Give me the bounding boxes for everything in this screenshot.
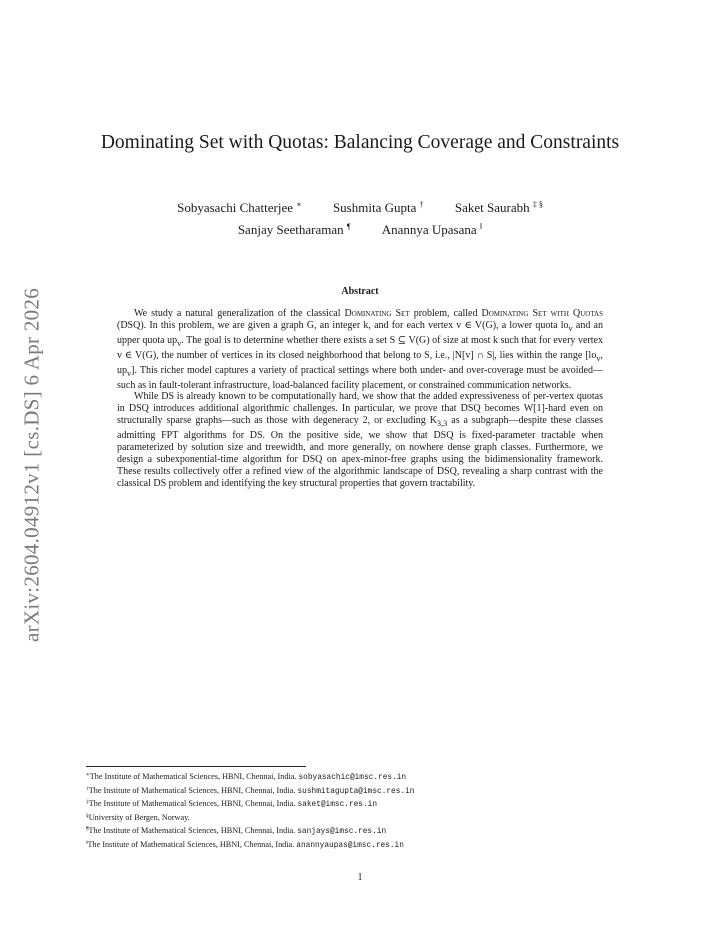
footnote-mark: ∗: [86, 772, 90, 778]
email: sanjays@imsc.res.in: [297, 828, 387, 837]
author-mark: ¶: [346, 222, 351, 231]
email: sobyasachic@imsc.res.in: [298, 774, 407, 782]
affiliation: The Institute of Mathematical Sciences, HBNI, Chennai, India.: [87, 839, 297, 849]
text-run: While DS is already known to be computationally hard, we show that the added expressiveness of per-vertex quotas in DSQ introduces additional algorithmic challenges. In particular, we prove that DSQ becomes W[1]-hard even on structurally sparse graphs—such as those with degeneracy 2, or excluding K: [117, 391, 603, 427]
author-mark: ∗: [296, 200, 302, 209]
author-name: Sushmita Gupta: [332, 200, 417, 215]
arxiv-sidebar-stamp: [10, 262, 54, 668]
abstract-paragraph-2: [117, 391, 603, 489]
affiliation: University of Bergen, Norway.: [88, 812, 190, 822]
text-run: (DSQ). In this problem, we are given a graph G, an integer k, and for each vertex v ∈ V(G), a lower quota lo: [117, 319, 569, 331]
author-name: Saket Saurabh: [454, 200, 530, 215]
author-row-2: [80, 222, 640, 238]
text-run: . The goal is to determine whether there exists a set S ⊆ V(G) of size at most k such that for every vertex v ∈ V(G), the number of vertices in its closed neighborhood that belong to S, i.e., |N[v] ∩ S|, lies within the range [lo: [117, 334, 603, 361]
paper-title: Dominating Set with Quotas: Balancing Coverage and Constraints: [100, 132, 620, 153]
subscript: 3,3: [436, 419, 448, 429]
text-run: problem, called: [409, 308, 482, 319]
affiliation: The Institute of Mathematical Sciences, HBNI, Chennai, India.: [88, 826, 298, 836]
footnote: [86, 798, 646, 812]
author: [177, 200, 302, 216]
footnote-mark: ‡: [86, 799, 89, 806]
footnote-mark: §: [86, 812, 89, 819]
text-run: We study a natural generalization of the classical: [134, 308, 345, 319]
author-name: Sanjay Seetharaman: [237, 222, 344, 237]
problem-name: Dominating Set: [344, 308, 410, 319]
footnote: [86, 771, 646, 785]
author: [238, 222, 351, 238]
abstract-heading: Abstract: [341, 286, 379, 297]
footnote-mark: ‖: [86, 839, 88, 846]
problem-name: Dominating Set with Quotas: [481, 308, 603, 319]
affiliation: The Institute of Mathematical Sciences, HBNI, Chennai, India.: [88, 785, 298, 795]
author-mark: ‖: [479, 222, 483, 231]
footnote-mark: †: [86, 785, 89, 792]
page-number: 1: [357, 872, 363, 883]
author-name: Anannya Upasana: [381, 222, 477, 237]
abstract-body: [117, 308, 603, 490]
author-mark: ‡ §: [532, 200, 543, 209]
author: [382, 222, 482, 238]
footnote: [86, 825, 646, 839]
author-name: Sobyasachi Chatterjee: [177, 200, 294, 215]
footnote: [86, 839, 646, 853]
text-run: as a subgraph—despite these classes admitting FPT algorithms for DS. On the positive side, we show that DSQ is fixed-parameter tractable when parameterized by solution size and treewidth, and more generally, on nowhere dense graph classes. Furthermore, we design a subexponential-time algorithm for DSQ on apex-minor-free graphs using the bidimensionality framework. These results collectively offer a refined view of the algorithmic landscape of DSQ, revealing a sharp contrast with the classical DS problem and identifying the key structural properties that govern tractability.: [117, 415, 603, 489]
text-run: ]. This richer model captures a variety of practical settings where both under- and over-coverage must be avoided—such as in fault-tolerant infrastructure, load-balanced facility placement, or constrained communication networks.: [117, 364, 603, 391]
footnotes: [86, 771, 646, 853]
email: saket@imsc.res.in: [297, 801, 378, 810]
author: [455, 200, 543, 216]
footnote-rule: [86, 766, 306, 767]
email: anannyaupas@imsc.res.in: [296, 841, 404, 850]
abstract-paragraph-1: [117, 308, 603, 391]
email: sushmitagupta@imsc.res.in: [297, 787, 415, 796]
subscript: v: [127, 368, 132, 378]
author-mark: †: [419, 200, 424, 209]
footnote-mark: ¶: [86, 826, 89, 833]
subscript: v: [596, 353, 601, 363]
footnote: [86, 812, 646, 826]
text-run: , up: [117, 349, 603, 376]
affiliation: The Institute of Mathematical Sciences, HBNI, Chennai, India.: [89, 772, 299, 781]
author-row-1: [80, 200, 640, 216]
affiliation: The Institute of Mathematical Sciences, HBNI, Chennai, India.: [88, 799, 298, 809]
author: [333, 200, 424, 216]
arxiv-identifier: arXiv:2604.04912v1 [cs.DS] 6 Apr 2026: [19, 287, 44, 643]
footnote: [86, 785, 646, 799]
subscript: v: [568, 323, 573, 333]
text-run: and an upper quota up: [117, 319, 603, 346]
subscript: v: [177, 338, 182, 348]
